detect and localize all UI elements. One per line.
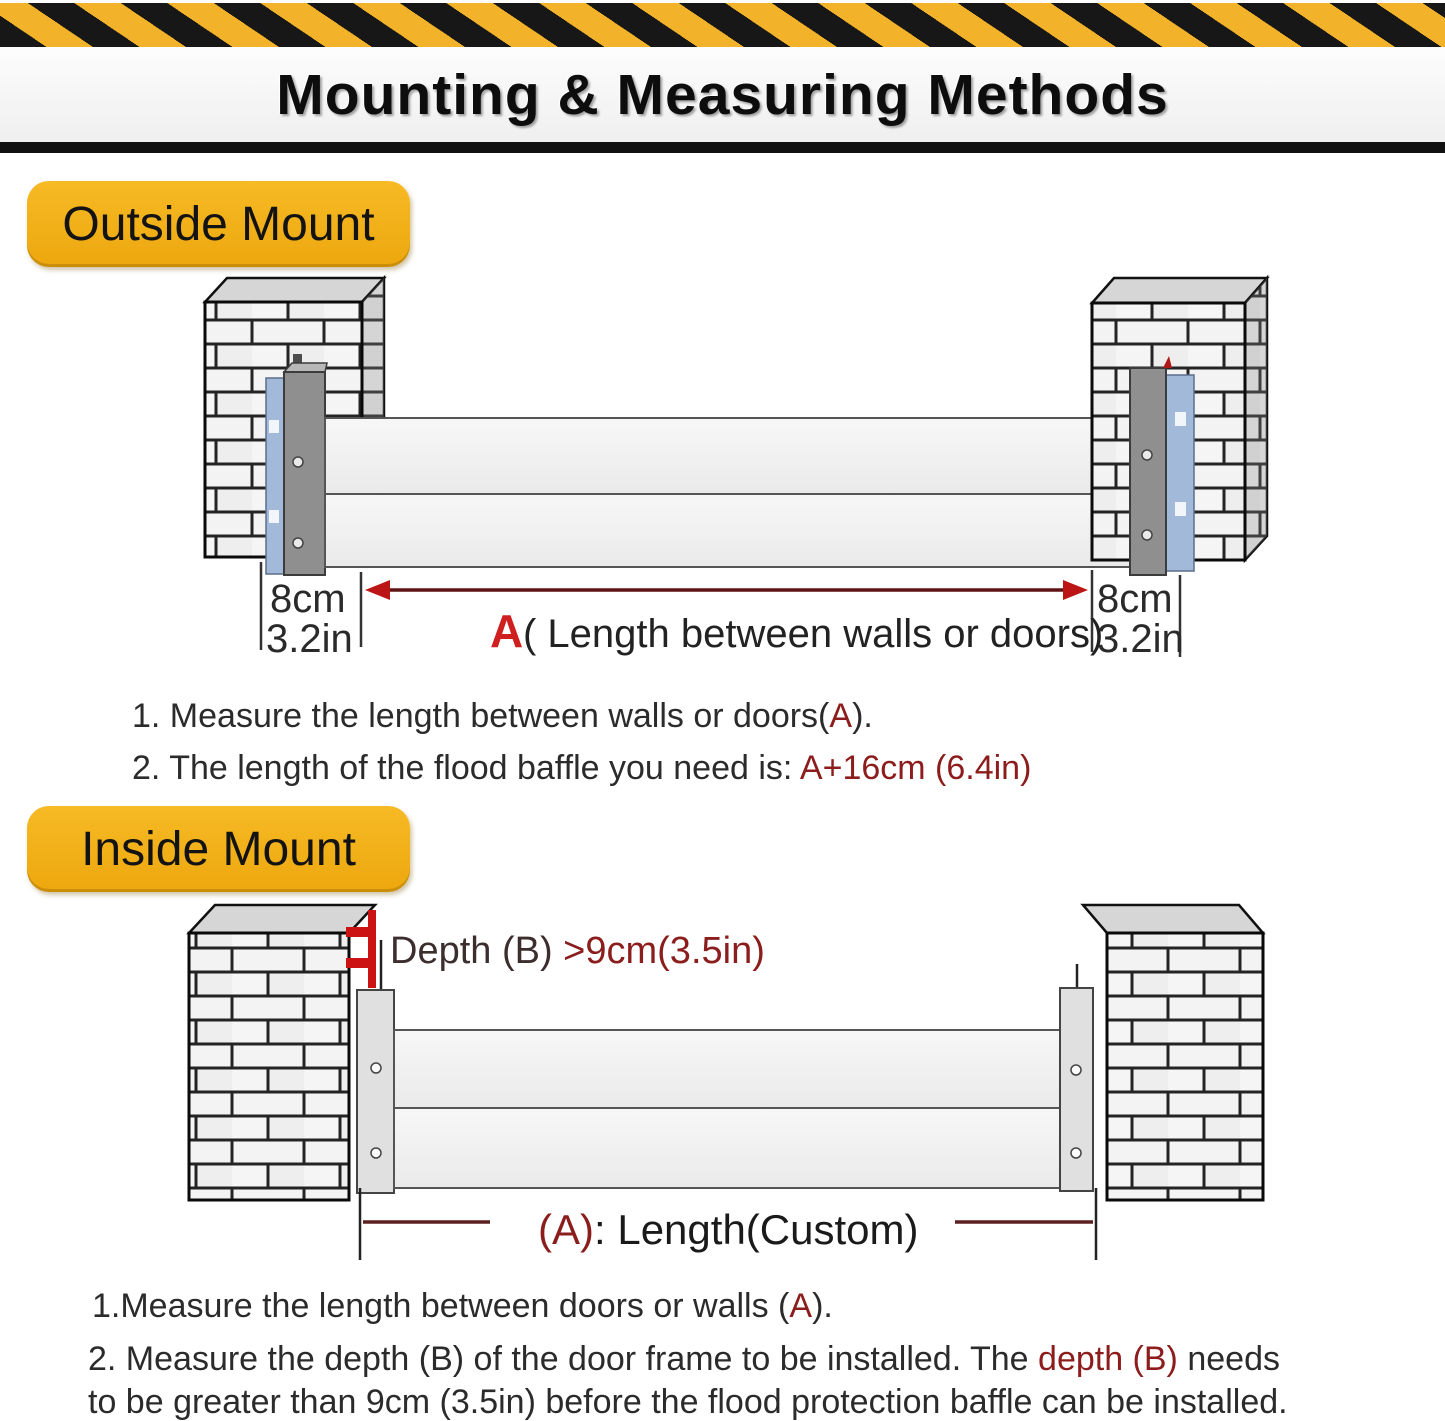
inside-step-2-line-1: 2. Measure the depth (B) of the door frame to be installed. The depth (B) needs [88, 1340, 1280, 1378]
outside-right-bracket [1130, 356, 1194, 575]
title-banner [0, 47, 1445, 142]
dim-label-a: A [490, 605, 524, 657]
screw-hole [293, 538, 303, 548]
outside-barrier-panels [325, 418, 1132, 567]
inside-step-1: 1.Measure the length between doors or walls (A). [92, 1287, 833, 1325]
screw-hole [1071, 1148, 1081, 1158]
inside-mount-label: Inside Mount [81, 822, 356, 876]
inside-step-2-line-2: to be greater than 9cm (3.5in) before the flood protection baffle can be installed. [88, 1383, 1288, 1421]
screw-hole [1142, 530, 1152, 540]
screw-hole [293, 457, 303, 467]
outside-mount-badge [27, 181, 410, 267]
snap-dot [1175, 412, 1186, 426]
page-title: Mounting & Measuring Methods [276, 62, 1169, 127]
snap-dot [1175, 502, 1186, 516]
inside-left-channel [357, 990, 394, 1193]
arrowhead-left [365, 580, 390, 600]
inside-instruction-2 [88, 1338, 1428, 1421]
screw-hole [371, 1063, 381, 1073]
dim-caption: ( Length between walls or doors) [523, 612, 1104, 656]
depth-annotation: Depth (B) >9cm(3.5in) [390, 930, 765, 972]
outside-mount-diagram [180, 272, 1445, 667]
dim-left-cm: 8cm [270, 577, 346, 621]
dim-right-cm: 8cm [1097, 577, 1173, 621]
hazard-stripe-banner [0, 3, 1445, 47]
inside-instruction-1 [92, 1284, 1422, 1328]
screw-hole [371, 1148, 381, 1158]
screw-hole [1071, 1065, 1081, 1075]
outside-left-bracket [266, 363, 327, 575]
dim-right-in: 3.2in [1097, 617, 1184, 661]
snap-dot [269, 420, 279, 433]
arrowhead-right [1063, 580, 1088, 600]
snap-dot [269, 510, 279, 523]
inside-mount-badge [27, 806, 410, 892]
outside-step-1: 1. Measure the length between walls or doors(A). [132, 697, 873, 735]
header-divider-bar [0, 142, 1445, 153]
inside-dim-caption: (A): Length(Custom) [538, 1206, 919, 1253]
inside-right-channel [1060, 964, 1093, 1191]
dim-left-in: 3.2in [266, 617, 353, 661]
screw-hole [1142, 450, 1152, 460]
inside-barrier-panels [394, 1030, 1060, 1188]
outside-instructions [132, 690, 1382, 794]
outside-step-2: 2. The length of the flood baffle you need is: A+16cm (6.4in) [132, 749, 1032, 787]
inside-mount-diagram [160, 900, 1445, 1270]
inside-left-pillar [189, 905, 375, 1200]
outside-mount-label: Outside Mount [62, 197, 375, 251]
inside-right-pillar [1083, 905, 1263, 1200]
